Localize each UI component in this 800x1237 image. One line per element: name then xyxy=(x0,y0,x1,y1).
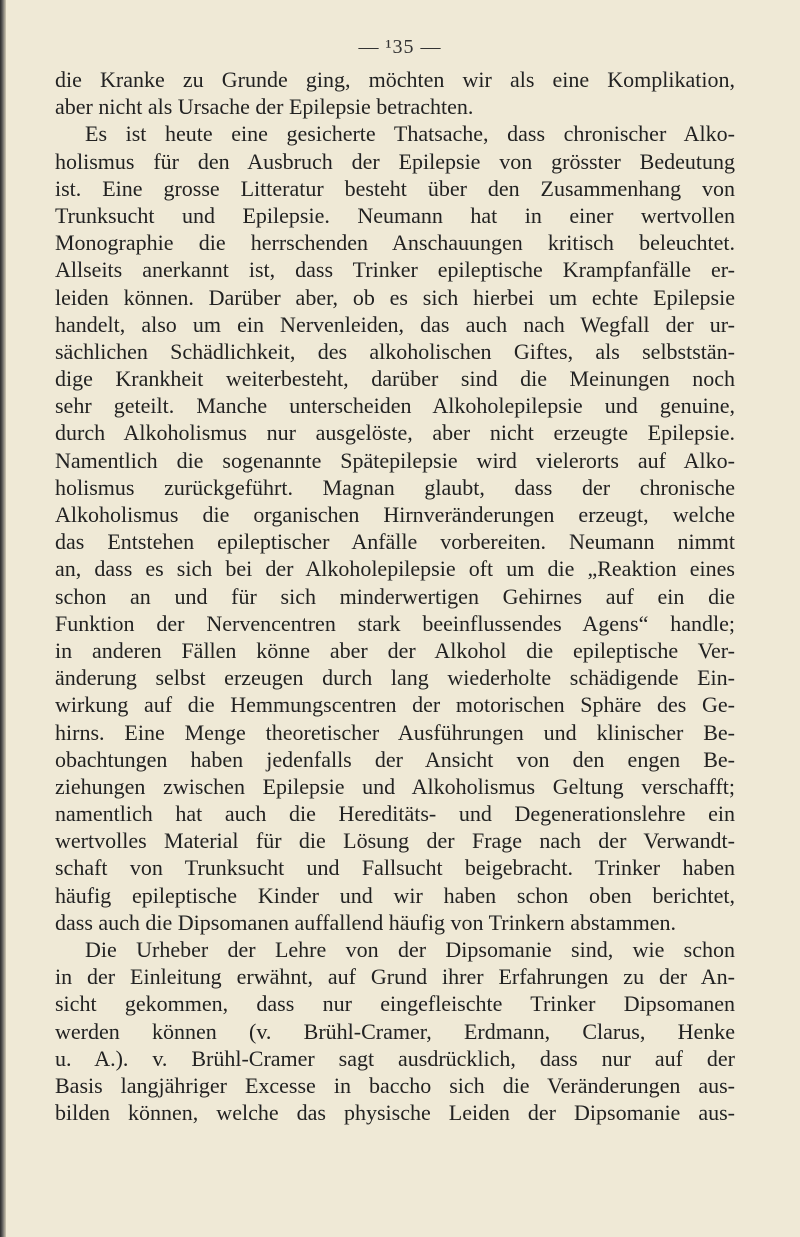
text-line: sicht gekommen, dass nur eingefleischte Trinker Dipsomanen xyxy=(55,991,735,1017)
text-line: Monographie die herrschenden Anschauungen kritisch beleuchtet. xyxy=(55,230,735,256)
text-line: Basis langjähriger Excesse in baccho sich die Veränderungen aus- xyxy=(55,1072,735,1098)
text-line: wirkung auf die Hemmungscentren der motorischen Sphäre des Ge- xyxy=(55,692,735,718)
text-line: sehr geteilt. Manche unterscheiden Alkoholepilepsie und genuine, xyxy=(55,393,735,419)
text-line: aber nicht als Ursache der Epilepsie betrachten. xyxy=(55,94,474,120)
text-line: ziehungen zwischen Epilepsie und Alkoholismus Geltung verschafft; xyxy=(55,773,735,799)
text-line: Die Urheber der Lehre von der Dipsomanie sind, wie schon xyxy=(85,937,735,962)
text-line: sächlichen Schädlichkeit, des alkoholischen Giftes, als selbststän- xyxy=(55,338,735,364)
text-line: bilden können, welche das physische Leiden der Dipsomanie aus- xyxy=(55,1100,735,1126)
text-line: schaft von Trunksucht und Fallsucht beigebracht. Trinker haben xyxy=(55,855,735,881)
text-line: wertvolles Material für die Lösung der Frage nach der Verwandt- xyxy=(55,828,735,854)
text-line: in der Einleitung erwähnt, auf Grund ihrer Erfahrungen zu der An- xyxy=(55,964,735,990)
text-line: Es ist heute eine gesicherte Thatsache, dass chronischer Alko- xyxy=(85,121,735,147)
text-line: leiden können. Darüber aber, ob es sich hierbei um echte Epilepsie xyxy=(55,284,735,310)
text-line: Namentlich die sogenannte Spätepilepsie wird vielerorts auf Alko- xyxy=(55,447,735,473)
body-text xyxy=(55,66,735,1126)
text-line: dass auch die Dipsomanen auffallend häufig von Trinkern abstammen. xyxy=(55,909,676,935)
text-line: die Kranke zu Grunde ging, möchten wir als eine Komplikation, xyxy=(55,67,735,92)
text-line: obachtungen haben jedenfalls der Ansicht von den engen Be- xyxy=(55,746,735,772)
text-line: das Entstehen epileptischer Anfälle vorbereiten. Neumann nimmt xyxy=(55,529,735,555)
text-line: werden können (v. Brühl-Cramer, Erdmann, Clarus, Henke xyxy=(55,1018,735,1044)
text-line: hirns. Eine Menge theoretischer Ausführungen und klinischer Be- xyxy=(55,719,735,745)
text-line: dige Krankheit weiterbesteht, darüber sind die Meinungen noch xyxy=(55,366,735,392)
text-line: Alkoholismus die organischen Hirnveränderungen erzeugt, welche xyxy=(55,502,735,527)
text-line: Funktion der Nervencentren stark beeinflussendes Agens“ handle; xyxy=(55,610,735,636)
text-line: handelt, also um ein Nervenleiden, das auch nach Wegfall der ur- xyxy=(55,311,735,337)
text-line: an, dass es sich bei der Alkoholepilepsie oft um die „Reaktion eines xyxy=(55,556,735,582)
text-line: häufig epileptische Kinder und wir haben schon oben berichtet, xyxy=(55,882,735,908)
text-line: durch Alkoholismus nur ausgelöste, aber nicht erzeugte Epilepsie. xyxy=(55,420,735,446)
text-line: ist. Eine grosse Litteratur besteht über den Zusammenhang von xyxy=(55,175,735,201)
text-line: in anderen Fällen könne aber der Alkohol die epileptische Ver- xyxy=(55,637,735,663)
text-line: Allseits anerkannt ist, dass Trinker epileptische Krampfanfälle er- xyxy=(55,257,735,283)
text-line: holismus zurückgeführt. Magnan glaubt, dass der chronische xyxy=(55,474,735,500)
text-line: u. A.). v. Brühl-Cramer sagt ausdrücklich, dass nur auf der xyxy=(55,1045,735,1071)
page-number: — ¹35 — xyxy=(358,36,442,58)
text-line: holismus für den Ausbruch der Epilepsie von grösster Bedeutung xyxy=(55,148,735,174)
text-line: Trunksucht und Epilepsie. Neumann hat in einer wertvollen xyxy=(55,202,735,228)
text-line: schon an und für sich minderwertigen Gehirnes auf ein die xyxy=(55,583,735,609)
page-binding-edge xyxy=(0,0,6,1237)
text-line: namentlich hat auch die Hereditäts- und Degenerationslehre ein xyxy=(55,801,735,827)
text-line: änderung selbst erzeugen durch lang wiederholte schädigende Ein- xyxy=(55,665,735,691)
